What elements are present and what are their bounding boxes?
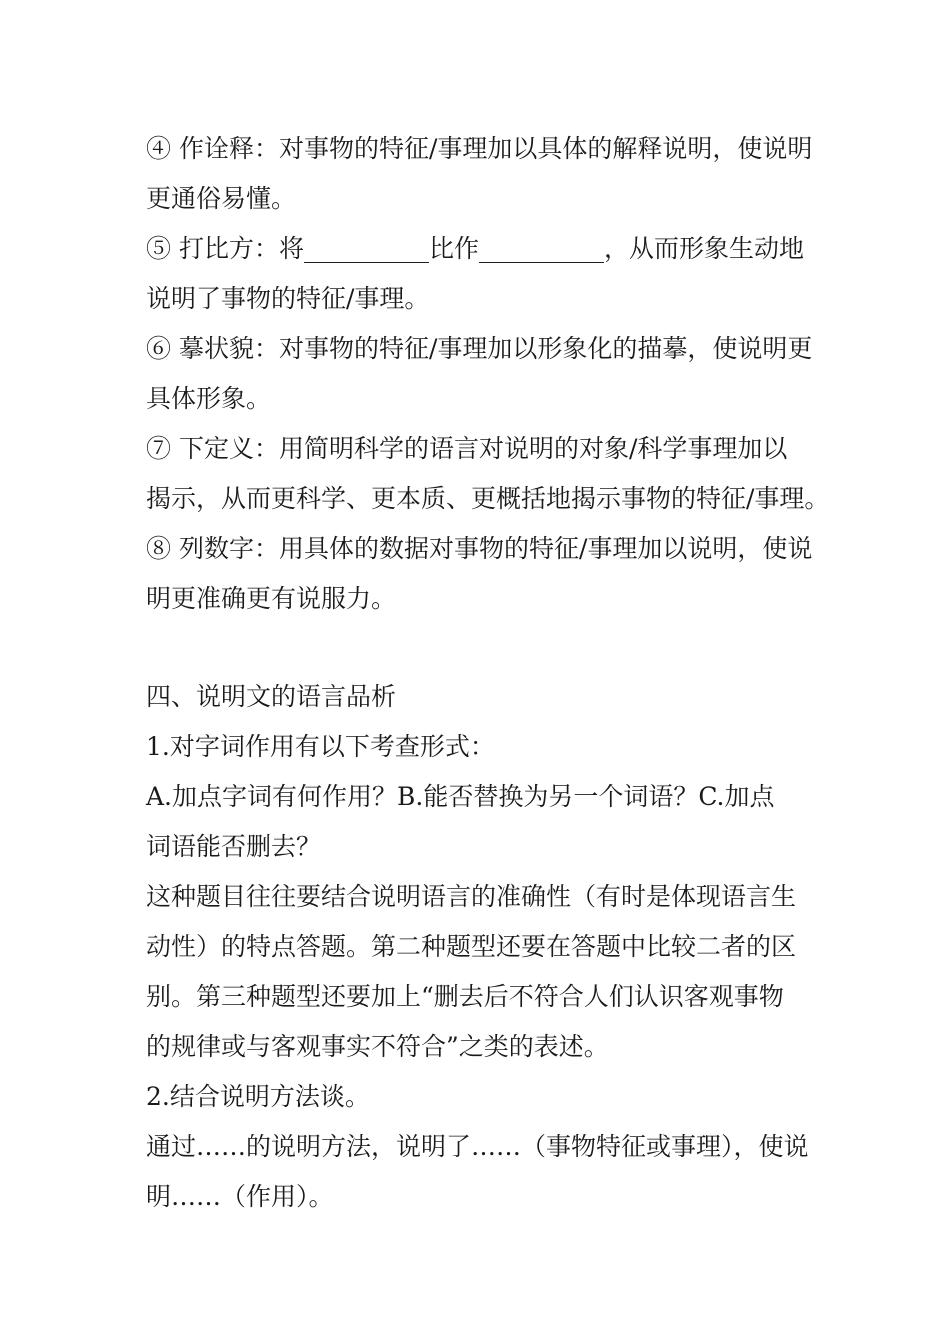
text-line-19: 2.结合说明方法谈。 (146, 1082, 370, 1111)
text-line-6: 具体形象。 (146, 384, 272, 413)
text-line-13: A.加点字词有何作用？B.能否替换为另一个词语？C.加点 (146, 782, 775, 811)
text-line-21: 明……（作用）。 (146, 1182, 334, 1211)
text-line-4: 说明了事物的特征/事理。 (146, 284, 430, 313)
text-line-7: ⑦ 下定义：用简明科学的语言对说明的对象/科学事理加以 (146, 434, 788, 463)
text-line-14: 词语能否删去？ (146, 832, 322, 861)
text-line-12: 1.对字词作用有以下考查形式： (146, 732, 495, 761)
text-line-10: 明更准确更有说服力。 (146, 584, 397, 613)
text-line-3: ⑤ 打比方：将__________比作__________，从而形象生动地 (146, 234, 804, 263)
section-heading: 四、说明文的语言品析 (146, 682, 397, 711)
text-line-9: ⑧ 列数字：用具体的数据对事物的特征/事理加以说明，使说 (146, 534, 813, 563)
text-line-8: 揭示，从而更科学、更本质、更概括地揭示事物的特征/事理。 (146, 484, 830, 513)
text-line-16: 动性）的特点答题。第二种题型还要在答题中比较二者的区 (146, 932, 797, 961)
text-line-1: ④ 作诠释：对事物的特征/事理加以具体的解释说明，使说明 (146, 134, 813, 163)
text-line-5: ⑥ 摹状貌：对事物的特征/事理加以形象化的描摹，使说明更 (146, 334, 813, 363)
text-line-18: 的规律或与客观事实不符合”之类的表述。 (146, 1032, 609, 1061)
text-line-17: 别。第三种题型还要加上“删去后不符合人们认识客观事物 (146, 982, 784, 1011)
text-line-2: 更通俗易懂。 (146, 184, 297, 213)
text-line-15: 这种题目往往要结合说明语言的准确性（有时是体现语言生 (146, 882, 797, 911)
text-line-20: 通过……的说明方法，说明了……（事物特征或事理），使说 (146, 1132, 809, 1161)
